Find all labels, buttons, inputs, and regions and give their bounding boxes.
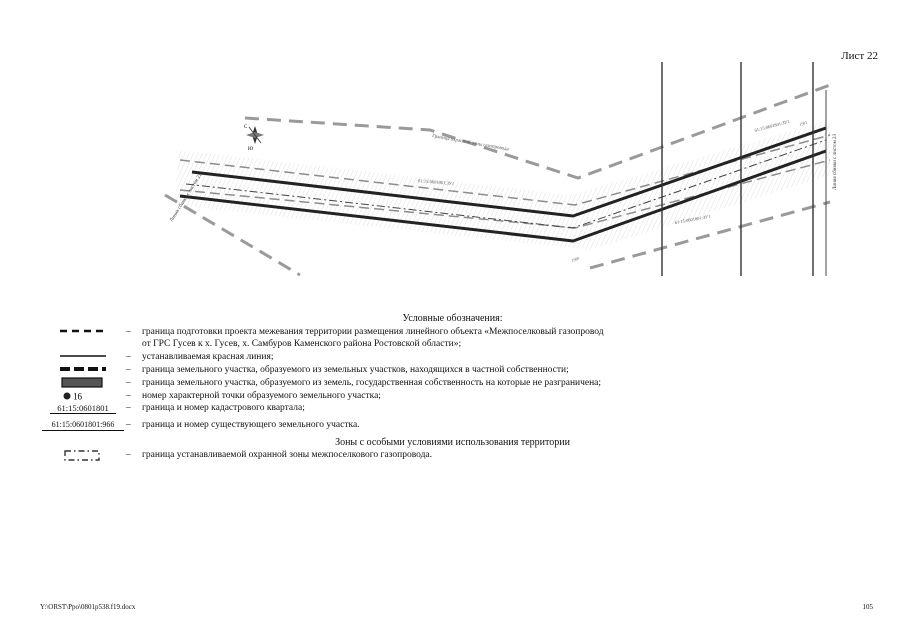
zone-boundary-label: Граница охранной зоны газопровода bbox=[431, 134, 510, 153]
legend-text: граница подготовки проекта межевания территории размещения линейного объекта «Межпоселковый газопровод bbox=[142, 327, 604, 337]
point-label-b: 1501 bbox=[798, 119, 808, 127]
legend-text-continued: от ГРС Гусев к х. Гусев, х. Самбуров Каменского района Ростовской области»; bbox=[142, 339, 462, 349]
legend-dash: – bbox=[126, 365, 131, 375]
legend-dash: – bbox=[126, 403, 131, 413]
legend-dash: – bbox=[126, 352, 131, 362]
legend-symbol-point bbox=[38, 390, 128, 402]
north-arrow-icon bbox=[246, 126, 264, 144]
legend-symbol-quarter-line bbox=[50, 413, 116, 414]
legend-symbol-dashed-thick bbox=[38, 364, 128, 376]
south-label: Ю bbox=[248, 147, 254, 152]
parcel-label-right-bottom: 61:15:0601801:ЗУ1 bbox=[674, 213, 711, 225]
legend-symbol-dash-dot bbox=[38, 449, 128, 461]
match-line-left-label: Линия сбивки с листом 21 bbox=[169, 172, 204, 224]
match-line-right-label: Линия сбивки с листом 23 bbox=[833, 134, 838, 190]
legend-text: граница земельного участка, образуемого из земельных участков, находящихся в частной собственности; bbox=[142, 365, 569, 375]
footer-file-path: Y:\ORST\Ppo\0801p538.f19.docx bbox=[40, 603, 136, 611]
legend-dash: – bbox=[126, 327, 131, 337]
survey-map bbox=[0, 0, 905, 300]
legend-symbol-dashed-black bbox=[38, 326, 128, 338]
north-label: С bbox=[244, 125, 248, 130]
legend-symbol-quarter-number: 61:15:0601801 bbox=[57, 403, 109, 413]
legend-symbol-parcel-line bbox=[42, 430, 124, 431]
legend-text: граница и номер кадастрового квартала; bbox=[142, 403, 305, 413]
legend-text: граница и номер существующего земельного участка. bbox=[142, 420, 360, 430]
legend-dash: – bbox=[126, 450, 131, 460]
legend-dash: – bbox=[126, 378, 131, 388]
legend-text: устанавливаемая красная линия; bbox=[142, 352, 274, 362]
parcel-label-right-top: 61:15:0601801:ЗУ1 bbox=[753, 118, 791, 133]
point-label-a: 1500 bbox=[570, 255, 580, 263]
legend-text: граница земельного участка, образуемого из земель, государственная собственность на которые не разграничена; bbox=[142, 378, 602, 388]
legend-title: Условные обозначения: bbox=[402, 313, 503, 324]
legend-symbol-solid-line bbox=[38, 351, 128, 363]
legend-symbol-filled-rect bbox=[38, 377, 128, 389]
legend-text: граница устанавливаемой охранной зоны межпоселкового газопровода. bbox=[142, 450, 433, 460]
legend-text: номер характерной точки образуемого земельного участка; bbox=[142, 391, 381, 401]
footer-page-number: 105 bbox=[862, 603, 873, 611]
legend-point-number: 16 bbox=[73, 391, 82, 402]
legend-symbol-parcel-number: 61:15:0601801:966 bbox=[51, 420, 115, 429]
legend-dash: – bbox=[126, 391, 131, 401]
zones-title: Зоны с особыми условиями использования территории bbox=[335, 437, 570, 448]
sheet-label: Лист 22 bbox=[841, 50, 878, 62]
legend-dash: – bbox=[126, 420, 131, 430]
parcel-label-left: 61:15:0601801:ЗУ1 bbox=[417, 178, 455, 187]
